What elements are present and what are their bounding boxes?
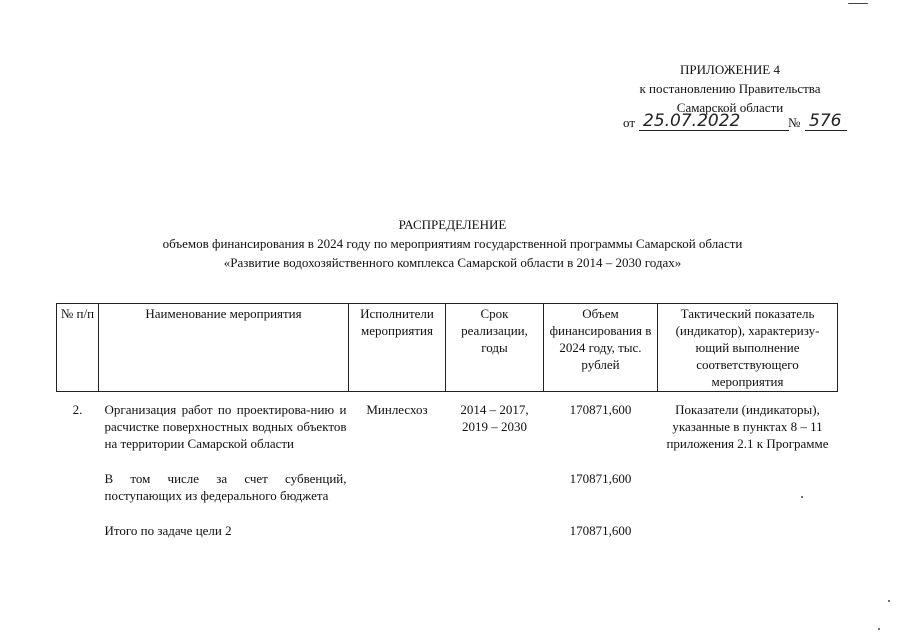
row1-number: 2. (72, 402, 83, 417)
row2-name: В том числе за счет субвенций, поступающих из федерального бюджета (104, 471, 347, 503)
number-prefix: № (788, 115, 801, 130)
row1-executor: Минлесхоз (366, 402, 428, 417)
table-header-row (57, 304, 838, 392)
row3-number (57, 504, 99, 539)
row3-amount: 170871,600 (569, 523, 632, 538)
header-period: Срок реализации, годы (446, 304, 544, 392)
row3-executor (349, 504, 446, 539)
scan-speck (878, 628, 880, 630)
document-subtitle-line2: «Развитие водохозяйственного комплекса Самарской области в 2014 – 2030 годах» (223, 255, 682, 270)
row2-period (446, 452, 544, 504)
scan-speck (801, 496, 803, 498)
row3-indicator (658, 504, 838, 539)
table-row (57, 392, 838, 453)
financing-table (56, 303, 838, 539)
document-subtitle-line1: объемов финансирования в 2024 году по мероприятиям государственной программы Самарской области (162, 236, 743, 251)
document-title: РАСПРЕДЕЛЕНИЕ (398, 217, 507, 232)
row3-period (446, 504, 544, 539)
table-row (57, 504, 838, 539)
appendix-title: ПРИЛОЖЕНИЕ 4 (680, 62, 780, 77)
date-prefix: от (623, 115, 636, 130)
scan-mark (848, 3, 868, 4)
header-name: Наименование мероприятия (99, 304, 349, 392)
row1-amount: 170871,600 (569, 402, 632, 417)
appendix-block (600, 60, 860, 117)
row1-period (446, 392, 544, 453)
row1-period-line2: 2019 – 2030 (462, 419, 527, 434)
row1-name: Организация работ по проектирова-нию и расчистке поверхностных водных объектов на территории Самарской области (104, 402, 347, 451)
row1-indicator: Показатели (индикаторы), указанные в пунктах 8 – 11 приложения 2.1 к Программе (666, 402, 829, 451)
appendix-date-line (623, 113, 853, 133)
date-handwritten: 25.07.2022 (643, 111, 741, 131)
number-handwritten: 576 (809, 111, 842, 131)
row3-name: Итого по задаче цели 2 (104, 523, 232, 538)
row2-executor (349, 452, 446, 504)
header-number: № п/п (57, 304, 99, 392)
header-indicator: Тактический показатель (индикатор), характеризу-ющий выполнение соответствующего мероприятия (658, 304, 838, 392)
scan-speck (888, 600, 890, 602)
row1-period-line1: 2014 – 2017, (460, 402, 529, 417)
appendix-line2: Самарской области (676, 100, 784, 115)
row2-number (57, 452, 99, 504)
row2-amount: 170871,600 (569, 471, 632, 486)
header-amount: Объем финансирования в 2024 году, тыс. рублей (544, 304, 658, 392)
appendix-line1: к постановлению Правительства (639, 81, 821, 96)
header-executor: Исполнители мероприятия (349, 304, 446, 392)
